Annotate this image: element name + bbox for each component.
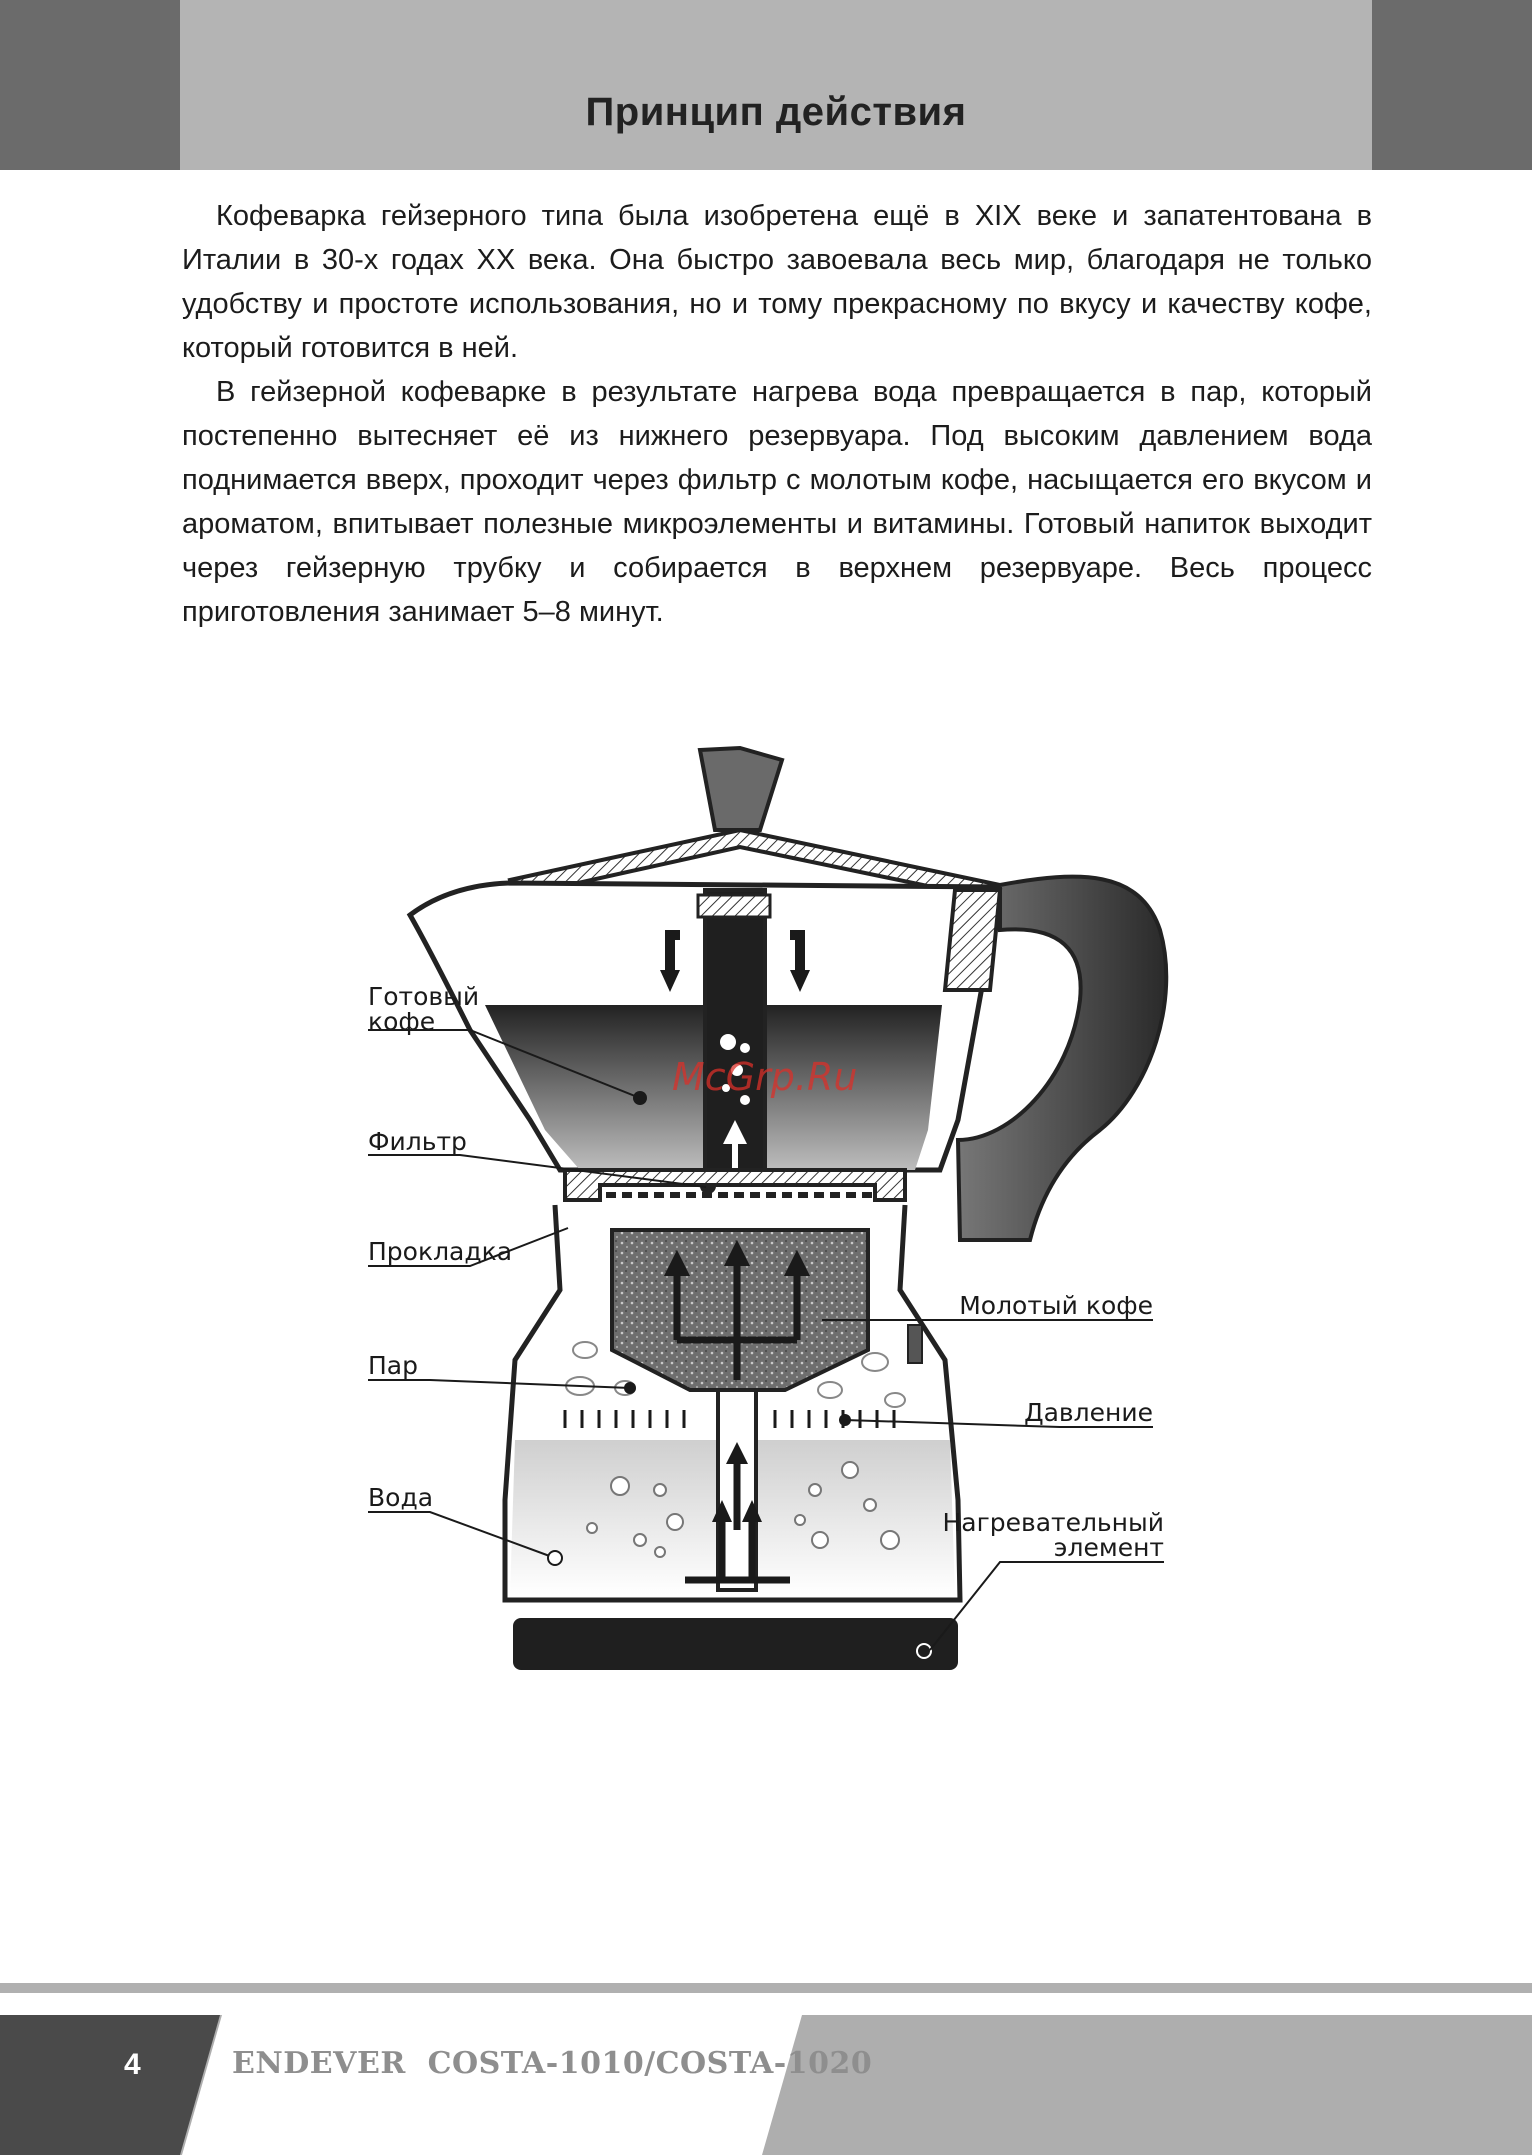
page-title: Принцип действия (585, 90, 967, 134)
label-filter: Фильтр (368, 1127, 467, 1156)
moka-pot-diagram (0, 700, 1532, 1700)
label-steam: Пар (368, 1351, 418, 1380)
brand-model: ENDEVER COSTA-1010/COSTA-1020 (232, 2046, 873, 2081)
label-water: Вода (368, 1483, 434, 1512)
body-text (182, 194, 1372, 634)
header-band (180, 0, 1372, 170)
label-gasket: Прокладка (368, 1237, 513, 1266)
watermark: McGrp.Ru (672, 1055, 858, 1099)
lid-knob (700, 748, 782, 830)
handle-hinge (945, 890, 1000, 990)
header-right-block (1372, 0, 1532, 170)
header-left-block (0, 0, 180, 170)
heating-element (513, 1618, 958, 1670)
footer-brand-block (182, 2015, 802, 2155)
label-ready-coffee-line1: Готовый (368, 982, 480, 1011)
label-heating-element-line1: Нагревательный (942, 1508, 1164, 1537)
safety-valve (908, 1325, 922, 1363)
label-heating-element-line2: элемент (1053, 1533, 1164, 1562)
paragraph-history: Кофеварка гейзерного типа была изобретена ещё в XIX веке и запатентована в Италии в 30-х годах XX века. Она быстро завоевала весь мир, благодаря не только удобству и простоте использования, но и тому прекрасному по вкусу и качеству кофе, который готовится в ней. (182, 200, 1372, 364)
label-ground-coffee: Молотый кофе (959, 1291, 1153, 1320)
label-pressure: Давление (1024, 1398, 1153, 1427)
label-ready-coffee-line2: кофе (368, 1007, 436, 1036)
tube-cap (698, 895, 770, 917)
paragraph-principle: В гейзерной кофеварке в результате нагрева вода превращается в пар, который постепенно вытесняет её из нижнего резервуара. Под высоким давлением вода поднимается вверх, проходит через фильтр с молотым кофе, насыщается его вкусом и ароматом, впитывает полезные микроэлементы и витамины. Готовый напиток выходит через гейзерную трубку и собирается в верхнем резервуаре. Весь процесс приготовления занимает 5–8 минут. (182, 376, 1372, 628)
footer-rule (0, 1983, 1532, 1993)
page-number: 4 (124, 2048, 141, 2081)
